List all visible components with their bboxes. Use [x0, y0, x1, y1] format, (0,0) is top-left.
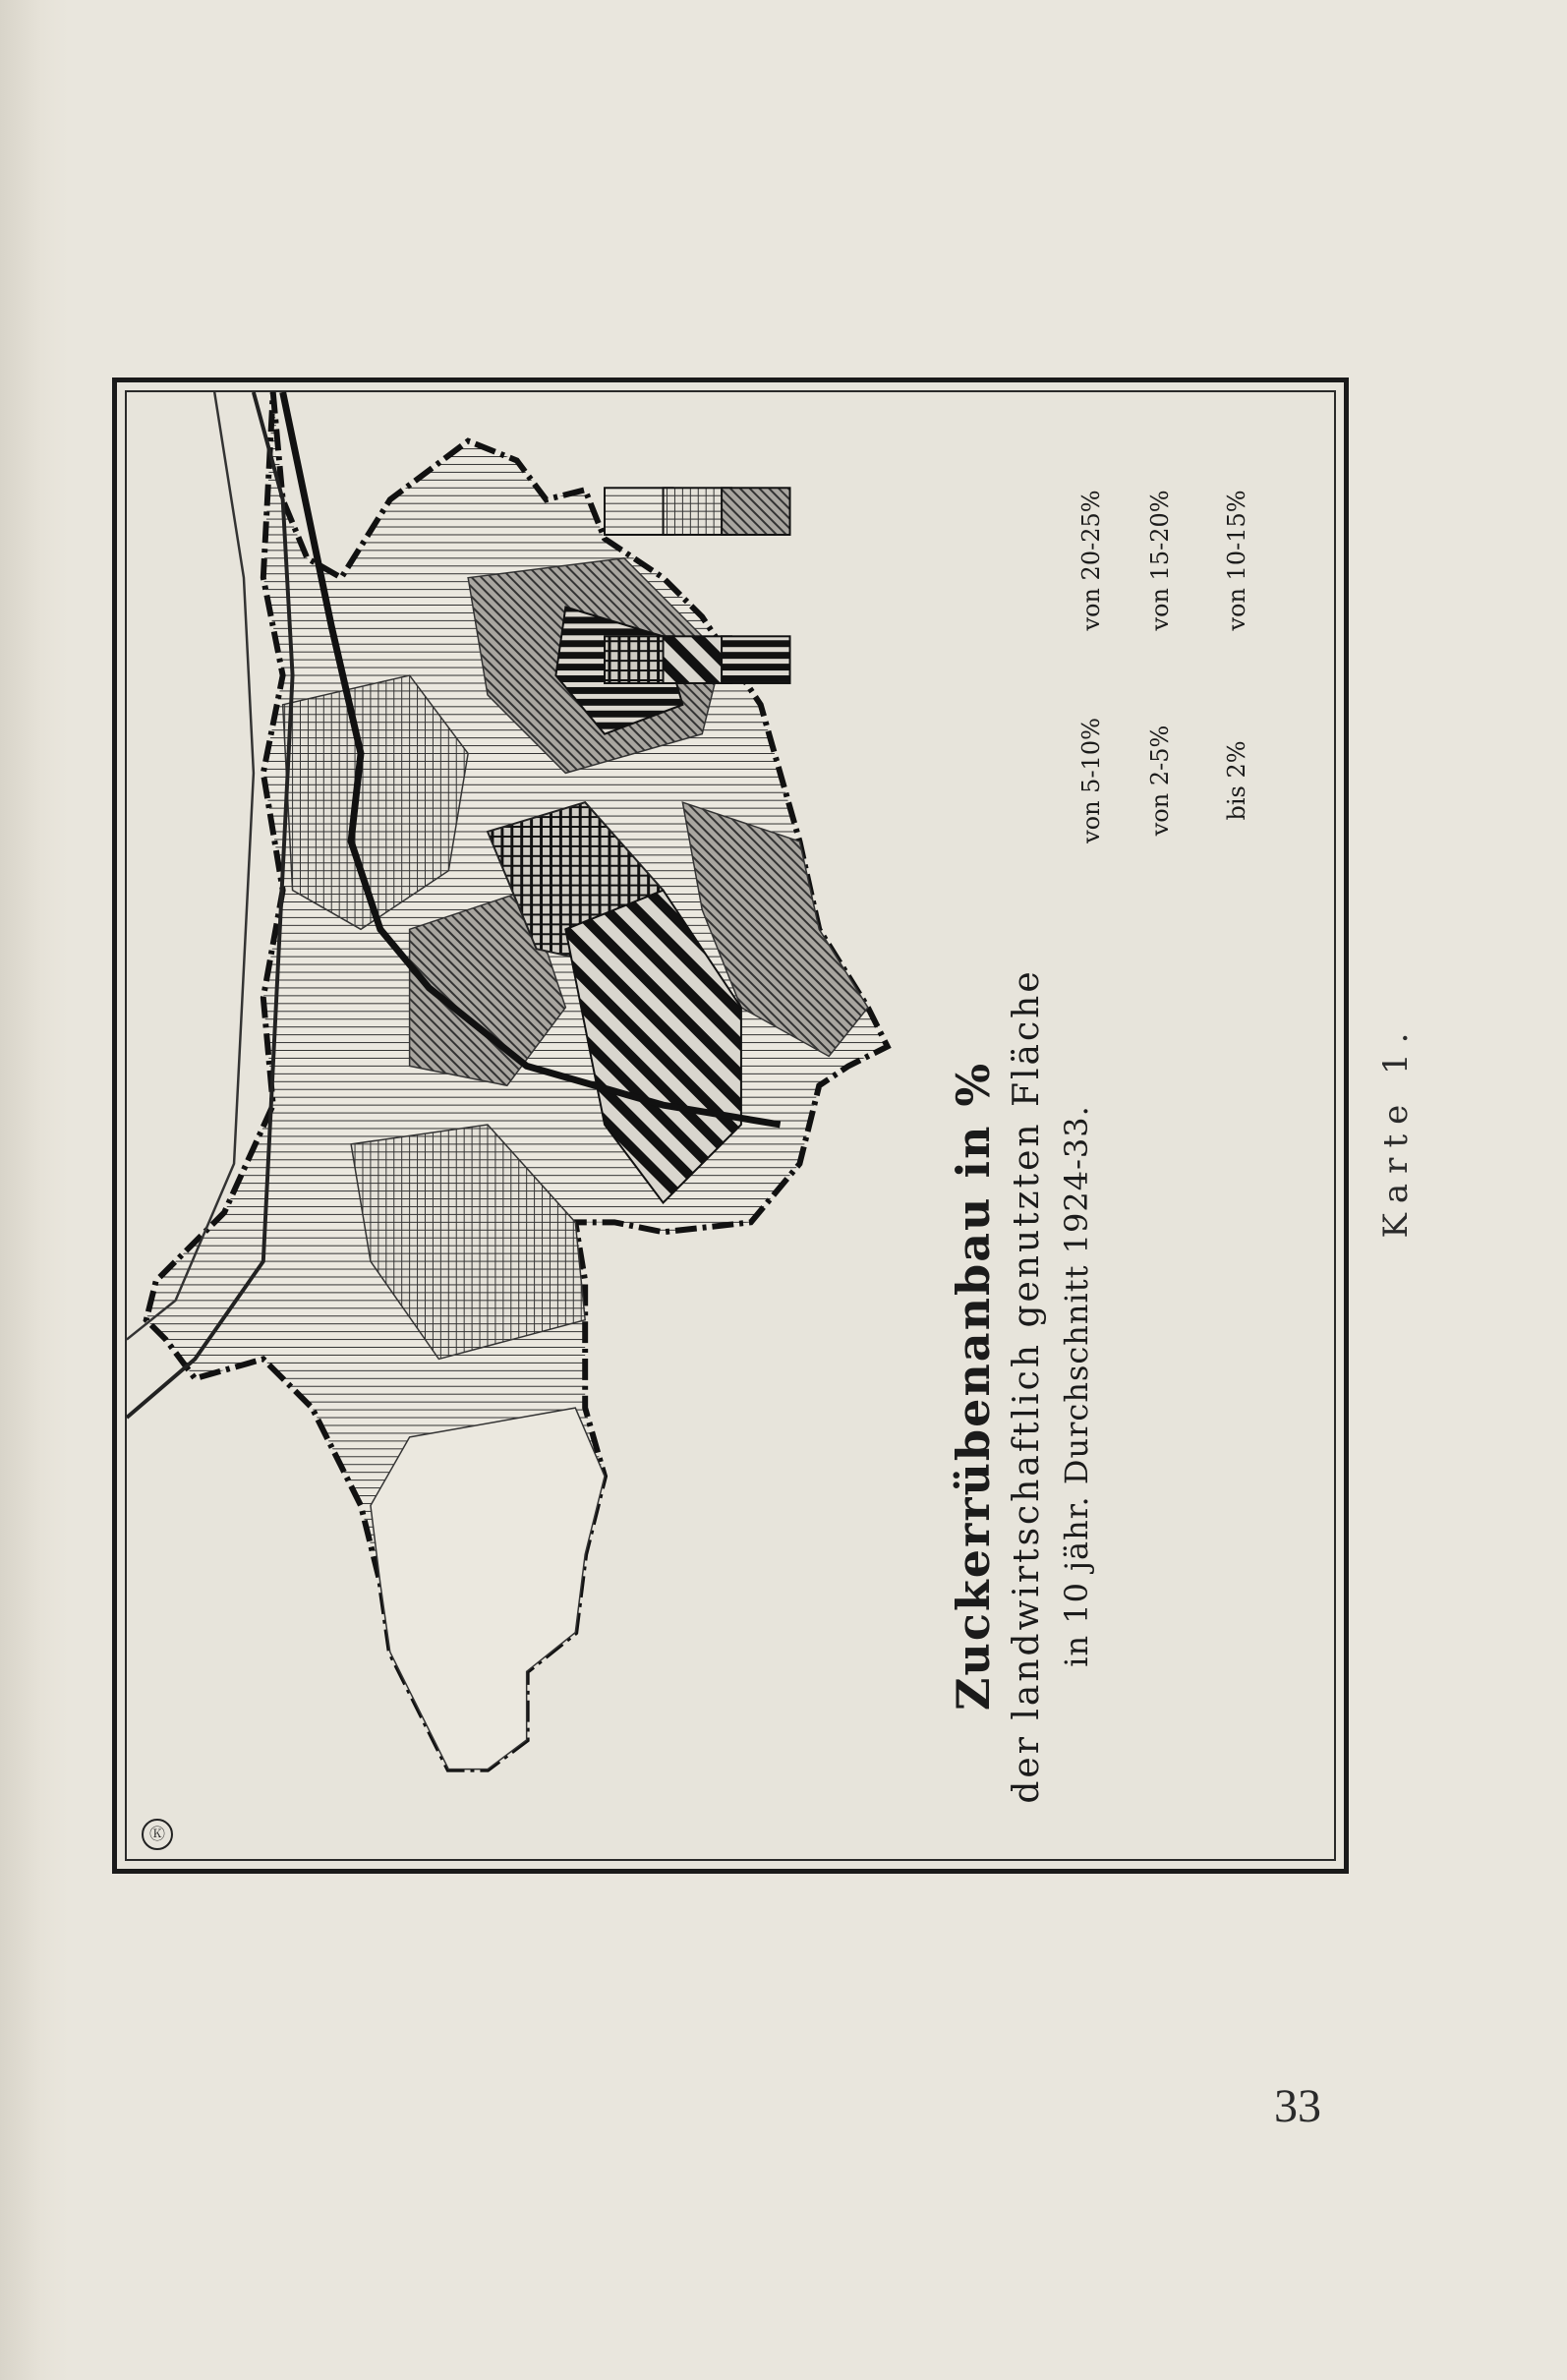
legend-label-20-25: von 20-25% [1077, 490, 1105, 631]
book-gutter-shadow [0, 0, 69, 2380]
page-number: 33 [1274, 2080, 1321, 2132]
legend-label-10-15: von 10-15% [1223, 490, 1250, 631]
map-title: Zuckerrübenanbau in % [947, 1061, 1000, 1712]
map-subtitle: der landwirtschaftlich genutzten Fläche [1007, 968, 1047, 1804]
zone-bis-2 [371, 1408, 605, 1770]
map-title-block [945, 944, 1100, 1829]
map-period: in 10 jähr. Durchschnitt 1924-33. [1058, 1105, 1095, 1667]
legend-label-15-20: von 15-20% [1146, 490, 1174, 631]
map-caption: Karte 1. [1376, 1022, 1416, 1239]
legend-label-2-5: von 2-5% [1146, 725, 1174, 837]
legend-label-5-10: von 5-10% [1077, 718, 1105, 843]
legend-label-bis-2: bis 2% [1223, 740, 1250, 821]
publisher-mark: Ⓚ [142, 1819, 173, 1850]
